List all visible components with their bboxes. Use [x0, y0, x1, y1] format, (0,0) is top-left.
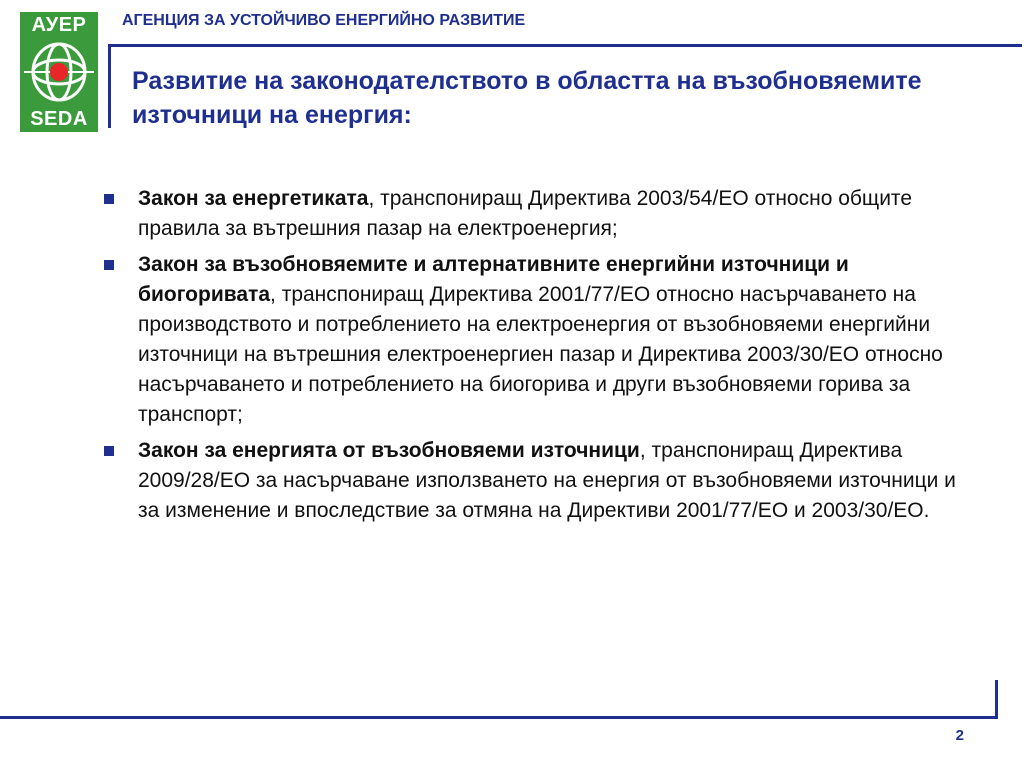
agency-logo: [20, 12, 98, 132]
header-divider-horizontal: [110, 44, 1022, 47]
footer-divider-vertical: [995, 680, 998, 719]
bullet-item: [100, 436, 980, 526]
logo-top-text: АУЕР: [31, 14, 87, 36]
square-bullet-icon: [104, 446, 114, 456]
law-description: , транспониращ Директива 2009/28/ЕО за насърчаване използването на енергия от възобновяеми източници и за изменение и впоследствие за отмяна на Директиви 2001/77/ЕО и 2003/30/ЕО.: [138, 439, 956, 522]
law-description: , транспониращ Директива 2003/54/ЕО относно общите правила за вътрешния пазар на електроенергия;: [138, 187, 912, 240]
energy-globe-icon: [20, 38, 98, 106]
square-bullet-icon: [104, 260, 114, 270]
agency-name: АГЕНЦИЯ ЗА УСТОЙЧИВО ЕНЕРГИЙНО РАЗВИТИЕ: [122, 12, 526, 29]
logo-bottom-text: SEDA: [30, 108, 88, 130]
bullet-item: [100, 250, 980, 430]
footer-divider-horizontal: [0, 716, 998, 719]
square-bullet-icon: [104, 194, 114, 204]
law-name: Закон за енергията от възобновяеми източници: [138, 439, 640, 462]
bullet-list: [100, 184, 980, 532]
page-number: 2: [955, 727, 964, 744]
law-name: Закон за възобновяемите и алтернативните енергийни източници и биогоривата: [138, 253, 849, 306]
bullet-item: [100, 184, 980, 244]
law-description: , транспониращ Директива 2001/77/ЕО относно насърчаването на производството и потреблението на електроенергия от възобновяеми енергийни източници на вътрешния електроенергиен пазар и Директива 2003/30/ЕО относно насърчаването и потреблението на биогорива и други възобновяеми горива за транспорт;: [138, 283, 943, 426]
header-divider-vertical: [108, 44, 111, 128]
law-name: Закон за енергетиката: [138, 187, 369, 210]
slide-title: Развитие на законодателството в областта на възобновяемите източници на енергия:: [132, 67, 922, 129]
